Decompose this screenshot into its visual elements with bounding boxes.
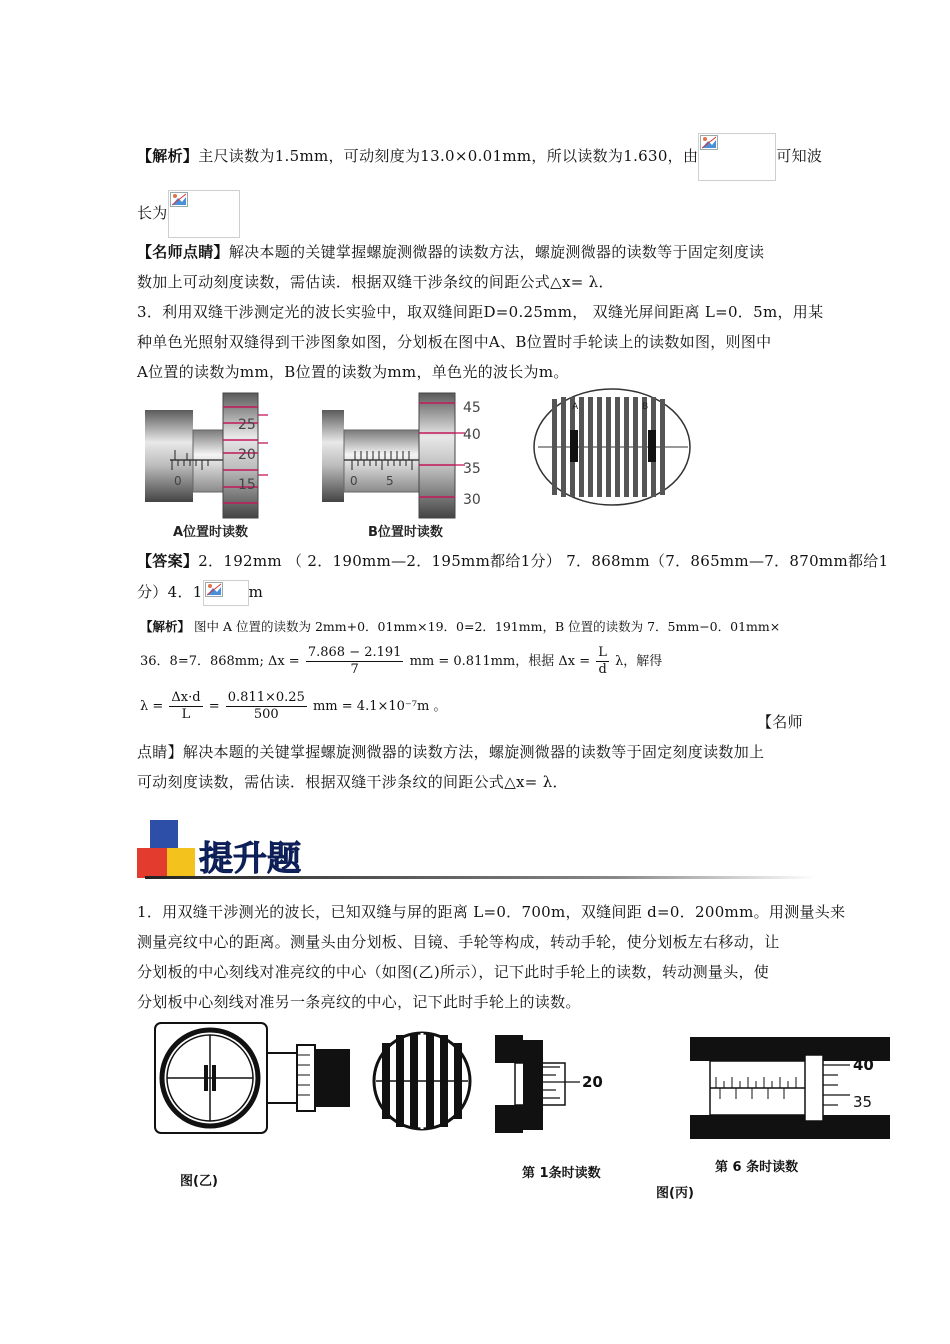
tick-label: 35: [463, 461, 481, 477]
tick-label: 40: [853, 1056, 874, 1074]
caption-b: B位置时读数: [368, 525, 443, 540]
caption-yi: 图(乙): [180, 1174, 218, 1189]
analysis-tag: 【解析】: [137, 147, 199, 165]
micrometer-figure-1: [140, 385, 700, 545]
tick-label: 20: [238, 447, 256, 463]
tick-label: 35: [853, 1093, 873, 1111]
caption-bing: 图(丙): [656, 1186, 694, 1201]
formula-image-placeholder: [168, 190, 240, 238]
fringe-view: [374, 1033, 470, 1129]
banner-red-square: [137, 848, 167, 878]
banner-blue-square: [150, 820, 178, 848]
fraction-lambda: $\frac{\Delta x\cdot d}{L}$: [171, 690, 201, 722]
measurement-figure-2: [150, 1015, 900, 1210]
analysis-paragraph-1-cont: 长为: [137, 190, 817, 238]
teacher-tip-tag-2: 【名师: [757, 713, 803, 731]
micrometer-b: [322, 393, 481, 540]
tick-label: 45: [463, 400, 481, 416]
answer-line-1: 【答案】2．192mm （ 2．190mm—2．195mm都给1分） 7．868mm（7．865mm—7．870mm都给1: [137, 552, 889, 570]
solution-line-1: 【解析】 图中 A 位置的读数为 2mm+0．01mm×19．0=2．191mm，B 位置的读数为 7．5mm−0．01mm×: [140, 619, 781, 634]
first-reading: [495, 1035, 603, 1181]
micrometer-b-frame: [322, 410, 344, 502]
micrometer-a: [145, 393, 268, 540]
interference-view: [534, 389, 690, 505]
fraction-l-over-d: $\frac{L}{d}$: [598, 645, 607, 677]
banner-title: 提升题: [199, 839, 301, 879]
question-1-line-1: 1．用双缝干涉测光的波长，已知双缝与屏的距离 L=0．700m，双缝间距 d=0．200mm。用测量头来: [137, 903, 846, 921]
solution-line-3: λ = $\frac{\Delta x\cdot d}{L}$ = $\frac{0.811\times 0.25}{500}$ mm = 4.1×10⁻⁷m 。: [140, 690, 447, 722]
question-3-line-2: 种单色光照射双缝得到干涉图象如图，分划板在图中A、B位置时手轮读上的读数如图，则图中: [137, 333, 772, 351]
banner-yellow-square: [167, 848, 195, 878]
caption-sixth: 第 6 条时读数: [715, 1160, 799, 1175]
measuring-head: [155, 1023, 350, 1189]
sixth-reading: [690, 1037, 890, 1175]
broken-image-icon: [700, 135, 718, 150]
teacher-tip-2-line-1: 点睛】解决本题的关键掌握螺旋测微器的读数方法，螺旋测微器的读数等于固定刻度读数加上: [137, 743, 765, 761]
fraction-values: $\frac{0.811\times 0.25}{500}$: [227, 690, 305, 722]
micrometer-a-frame: [145, 410, 193, 502]
question-3-line-3: A位置的读数为mm，B位置的读数为mm，单色光的波长为m。: [137, 363, 569, 381]
label-a: A: [572, 402, 579, 412]
tick-label: 15: [238, 477, 256, 493]
tick-label: 40: [463, 427, 481, 443]
caption-first: 第 1条时读数: [522, 1166, 601, 1181]
question-3-line-1: 3．利用双缝干涉测定光的波长实验中，取双缝间距D=0.25mm， 双缝光屏间距离 L=0．5m，用某: [137, 303, 824, 321]
section-banner: [137, 818, 817, 894]
answer-tag: 【答案】: [137, 552, 199, 570]
micrometer-a-main-label: 0: [174, 474, 182, 488]
label-b: B: [642, 402, 649, 412]
solution-tag: 【解析】: [140, 619, 191, 634]
teacher-tip-paragraph: 【名师点睛】解决本题的关键掌握螺旋测微器的读数方法，螺旋测微器的读数等于固定刻度读: [137, 243, 765, 261]
broken-image-icon: [170, 192, 188, 207]
formula-image-placeholder: [203, 580, 249, 606]
banner-graphic: [137, 818, 817, 894]
solution-line-2: 36．8=7．868mm; Δx = $\frac{7.868 - 2.191}{7}$ mm = 0.811mm，根据 Δx = $\frac{L}{d}$ λ，解得: [140, 645, 663, 677]
tick-label: 30: [463, 492, 481, 508]
question-1-line-3: 分划板的中心刻线对准亮纹的中心（如图(乙)所示），记下此时手轮上的读数，转动测量头，使: [137, 963, 770, 981]
answer-line-2: 分）4．1 m: [137, 576, 817, 608]
question-1-line-2: 测量亮纹中心的距离。测量头由分划板、目镜、手轮等构成，转动手轮，使分划板左右移动，让: [137, 933, 780, 951]
caption-a: A位置时读数: [173, 525, 249, 540]
analysis-paragraph-1: 【解析】主尺读数为1.5mm，可动刻度为13.0×0.01mm，所以读数为1.630，由 可知波: [137, 133, 817, 181]
fraction-delta-x: $\frac{7.868 - 2.191}{7}$: [307, 645, 402, 677]
micrometer-b-thimble: [419, 393, 455, 518]
teacher-tip-2-line-2: 可动刻度读数，需估读．根据双缝干涉条纹的间距公式△x= λ．: [137, 773, 568, 791]
tick-label: 20: [582, 1073, 603, 1091]
tick-label: 25: [238, 417, 256, 433]
teacher-tip-line-2: 数加上可动刻度读数，需估读．根据双缝干涉条纹的间距公式△x= λ．: [137, 273, 614, 291]
formula-image-placeholder: [698, 133, 776, 181]
micrometer-b-main-label: 0: [350, 474, 358, 488]
teacher-tip-tag: 【名师点睛】: [137, 243, 229, 261]
question-1-line-4: 分划板中心刻线对准另一条亮纹的中心，记下此时手轮上的读数。: [137, 993, 581, 1011]
micrometer-b-main-label: 5: [386, 474, 394, 488]
broken-image-icon: [205, 582, 223, 597]
